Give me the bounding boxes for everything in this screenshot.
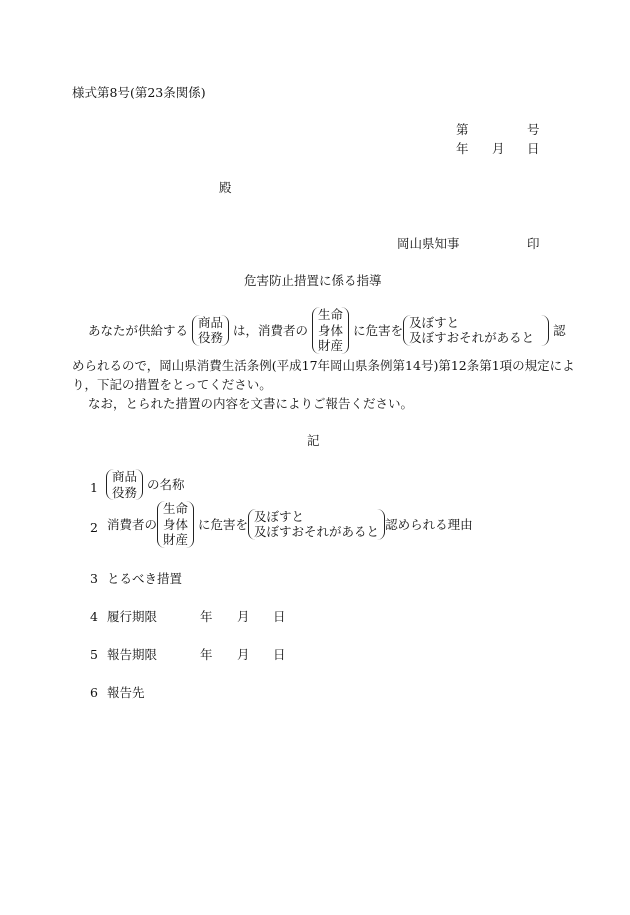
life-choice-bracket (312, 307, 349, 354)
addressee-dono: 殿 (219, 180, 232, 195)
choice-option: 身体 (163, 516, 189, 532)
item-5-tsuki: 月 (237, 647, 250, 662)
form-id: 様式第8号(第23条関係) (72, 85, 206, 100)
item-2-suffix: 認められる理由 (385, 516, 473, 532)
item-1-suffix: の名称 (147, 477, 185, 493)
item-2-mid: に危害を (198, 516, 249, 532)
date-nen: 年 (456, 141, 469, 156)
document-title: 危害防止措置に係る指導 (244, 273, 382, 288)
harm-choice-bracket (403, 315, 549, 346)
choice-option: 生命 (318, 307, 344, 322)
ref-go: 号 (527, 122, 540, 137)
issuer-seal: 印 (527, 236, 540, 251)
choice-option: 及ぼすおそれがあると (409, 330, 535, 346)
item-5-number: 5 (90, 647, 98, 662)
item-4-number: 4 (90, 609, 98, 624)
item-1-number: 1 (90, 480, 98, 495)
item-4-label: 履行期限 (107, 609, 158, 624)
date-tsuki: 月 (492, 141, 505, 156)
choice-option: 生命 (163, 501, 189, 516)
ki-heading: 記 (307, 433, 320, 448)
body-line-4: なお，とられた措置の内容を文書によりご報告ください。 (88, 396, 414, 411)
item-2-content (107, 501, 473, 548)
item-2-harm-bracket (248, 509, 385, 540)
goods-choice-bracket (192, 315, 229, 346)
item-3-number: 3 (90, 571, 98, 586)
item-5-hi: 日 (273, 647, 286, 662)
issuer-name: 岡山県知事 (397, 236, 460, 251)
body-intro: あなたが供給する (88, 322, 189, 338)
body-line-3: り，下記の措置をとってください。 (72, 377, 272, 392)
item-4-tsuki: 月 (237, 609, 250, 624)
choice-option: 商品 (198, 314, 224, 330)
choice-option: 及ぼすと (254, 508, 305, 524)
body-line-2: められるので，岡山県消費生活条例(平成17年岡山県条例第14号)第12条第1項の規定によ (72, 358, 575, 373)
choice-option: 及ぼすおそれがあると (254, 524, 380, 540)
choice-option: 役務 (112, 484, 138, 500)
item-5-nen: 年 (200, 647, 213, 662)
body-wa: は，消費者の (233, 322, 309, 338)
item-6-label: 報告先 (107, 685, 145, 700)
choice-option: 及ぼすと (409, 314, 460, 330)
item-2-prefix: 消費者の (107, 516, 158, 532)
item-4-hi: 日 (273, 609, 286, 624)
item-2-life-bracket (157, 501, 194, 548)
body-line-1 (88, 307, 566, 354)
body-mito: 認 (553, 322, 566, 338)
item-5-label: 報告期限 (107, 647, 158, 662)
choice-option: 財産 (318, 338, 344, 354)
body-kigai: に危害を (353, 322, 404, 338)
choice-option: 財産 (163, 532, 189, 548)
choice-option: 役務 (198, 330, 224, 346)
choice-option: 身体 (318, 322, 344, 338)
item-2-number: 2 (90, 520, 98, 535)
item-4-nen: 年 (200, 609, 213, 624)
item-1-content (106, 469, 185, 500)
choice-option: 商品 (112, 469, 138, 484)
item-6-number: 6 (90, 685, 98, 700)
item-1-choice-bracket (106, 469, 143, 500)
item-3-label: とるべき措置 (107, 571, 183, 586)
date-hi: 日 (527, 141, 540, 156)
ref-dai: 第 (456, 122, 469, 137)
